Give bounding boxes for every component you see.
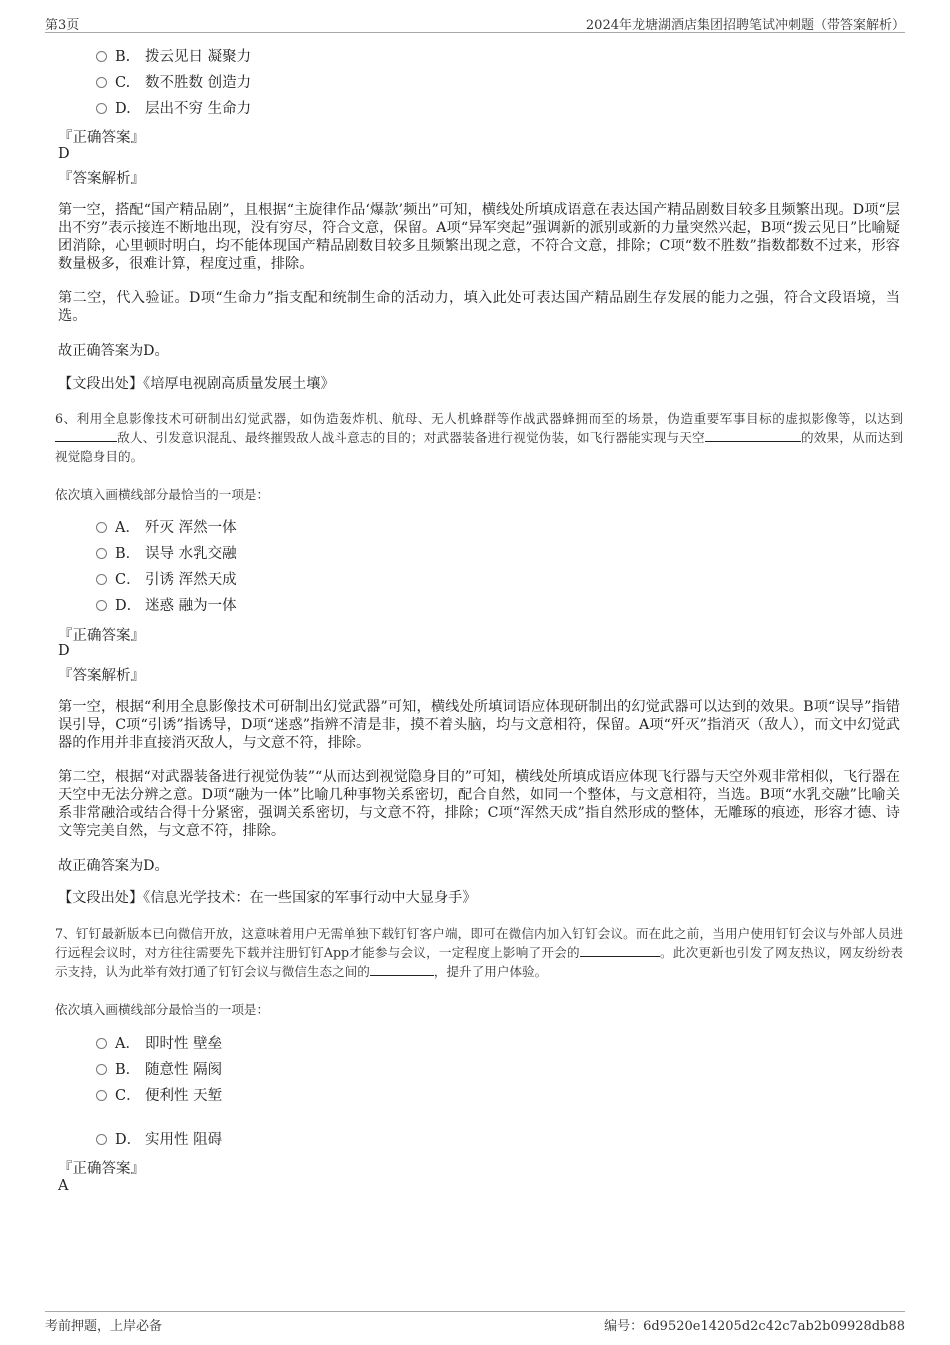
option-text: 迷惑 融为一体 — [145, 598, 237, 614]
option-text: 引诱 浑然天成 — [145, 572, 237, 588]
q6-prompt: 依次填入画横线部分最恰当的一项是： — [55, 487, 270, 502]
q5-conclusion: 故正确答案为D。 — [58, 343, 169, 359]
option-text: 歼灭 浑然一体 — [145, 520, 237, 536]
q5-analysis-paragraph-1: 第一空，搭配“国产精品剧”，且根据“主旋律作品‘爆款’频出”可知，横线处所填成语意在表达国产精品剧数目较多且频繁出现。D项“层出不穷”表示接连不断地出现，没有穷尽，符合文意，保留。A项“异军突起”强调新的派别或新的力量突然兴起，B项“拨云见日”比喻疑团消除，心里顿时明白，均不能体现国产精品剧数目较多且频繁出现之意，不符合文意，排除；C项“数不胜数”指数都数不过来，形容数量极多，很难计算，程度过重，排除。 — [58, 202, 900, 272]
blank-2[interactable] — [370, 963, 434, 976]
q5-option-b[interactable]: B. 拨云见日 凝聚力 — [96, 47, 251, 67]
q5-answer-label: 『正确答案』 — [58, 130, 145, 146]
q5-option-d[interactable]: D. 层出不穷 生命力 — [96, 99, 251, 119]
page-header — [45, 12, 905, 33]
radio-icon[interactable] — [96, 1064, 107, 1075]
q6-option-b[interactable]: B． 误导 水乳交融 — [96, 544, 237, 564]
q6-option-c[interactable]: C． 引诱 浑然天成 — [96, 570, 237, 590]
radio-icon[interactable] — [96, 1090, 107, 1101]
q6-analysis-paragraph-1: 第一空，根据“利用全息影像技术可研制出幻觉武器”可知，横线处所填词语应体现研制出的幻觉武器可以达到的效果。B项“误导”指错误引导，C项“引诱”指诱导，D项“迷惑”指辨不清是非，摸不着头脑，均与文意相符，保留。A项“歼灭”指消灭（敌人），而文中幻觉武器的作用并非直接消灭敌人，与文意不符，排除。 — [58, 699, 900, 751]
radio-icon[interactable] — [96, 1038, 107, 1049]
q5-option-c[interactable]: C. 数不胜数 创造力 — [96, 73, 251, 93]
option-text: 拨云见日 凝聚力 — [145, 49, 252, 65]
footer-slogan: 考前押题，上岸必备 — [45, 1319, 163, 1334]
radio-icon[interactable] — [96, 77, 107, 88]
q6-stem: 6、利用全息影像技术可研制出幻觉武器，如伪造轰炸机、航母、无人机蜂群等作战武器蜂拥而至的场景，伪造重要军事目标的虚拟影像等，以达到敌人、引发意识混乱、最终摧毁敌人战斗意志的目的；对武器装备进行视觉伪装，如飞行器能实现与天空 的效果，从而达到视觉隐身目的。 — [55, 411, 904, 464]
q5-answer: D — [58, 146, 70, 162]
q6-answer-label: 『正确答案』 — [58, 628, 145, 644]
q7-answer: A — [58, 1178, 69, 1194]
q5-analysis-label: 『答案解析』 — [58, 171, 145, 187]
q6-source: 【文段出处】《信息光学技术：在一些国家的军事行动中大显身手》 — [58, 890, 477, 906]
q7-stem: 7、钉钉最新版本已向微信开放，这意味着用户无需单独下载钉钉客户端，即可在微信内加入钉钉会议。而在此之前，当用户使用钉钉会议与外部人员进行远程会议时，对方往往需要先下载并注册钉钉App才能参与会议，一定程度上影响了开会的 。此次更新也引发了网友热议，网友纷纷表示支持，认为此举有效打通了钉钉会议与微信生态之间的 ，提升了用户体验。 — [55, 926, 904, 979]
option-text: 随意性 隔阂 — [145, 1062, 223, 1078]
radio-icon[interactable] — [96, 600, 107, 611]
option-text: 实用性 阻碍 — [145, 1132, 223, 1148]
radio-icon[interactable] — [96, 51, 107, 62]
q7-option-a[interactable]: A． 即时性 壁垒 — [96, 1034, 222, 1054]
q6-answer: D — [58, 643, 70, 659]
blank-2[interactable] — [705, 429, 801, 442]
q6-option-a[interactable]: A． 歼灭 浑然一体 — [96, 518, 237, 538]
radio-icon[interactable] — [96, 522, 107, 533]
q5-analysis-paragraph-2: 第二空，代入验证。D项“生命力”指支配和统制生命的活动力，填入此处可表达国产精品剧生存发展的能力之强，符合文段语境，当选。 — [58, 290, 900, 324]
blank-1[interactable] — [580, 944, 660, 957]
q5-source: 【文段出处】《培厚电视剧高质量发展土壤》 — [58, 376, 335, 392]
option-text: 数不胜数 创造力 — [145, 75, 252, 91]
q7-option-d[interactable]: D． 实用性 阻碍 — [96, 1130, 222, 1150]
radio-icon[interactable] — [96, 574, 107, 585]
q6-conclusion: 故正确答案为D。 — [58, 858, 169, 874]
document-code: 编号：6d9520e14205d2c42c7ab2b09928db88 — [604, 1319, 905, 1334]
q6-option-d[interactable]: D． 迷惑 融为一体 — [96, 596, 237, 616]
radio-icon[interactable] — [96, 1134, 107, 1145]
q7-option-c[interactable]: C． 便利性 天堑 — [96, 1086, 222, 1106]
q6-analysis-label: 『答案解析』 — [58, 668, 145, 684]
radio-icon[interactable] — [96, 548, 107, 559]
option-text: 层出不穷 生命力 — [145, 101, 252, 117]
option-text: 便利性 天堑 — [145, 1088, 223, 1104]
q7-option-b[interactable]: B． 随意性 隔阂 — [96, 1060, 222, 1080]
radio-icon[interactable] — [96, 103, 107, 114]
page-footer — [45, 1311, 905, 1334]
blank-1[interactable] — [55, 429, 117, 442]
q6-analysis-paragraph-2: 第二空，根据“对武器装备进行视觉伪装”“从而达到视觉隐身目的”可知，横线处所填成语应体现飞行器与天空外观非常相似，飞行器在天空中无法分辨之意。D项“融为一体”比喻几种事物关系密切，配合自然，如同一个整体，与文意相符，当选。B项“水乳交融”比喻关系非常融洽或结合得十分紧密，强调关系密切，与文意不符，排除；C项“浑然天成”指自然形成的整体，无雕琢的痕迹，形容才德、诗文等完美自然，与文意不符，排除。 — [58, 769, 900, 839]
document-title: 2024年龙塘湖酒店集团招聘笔试冲刺题（带答案解析） — [585, 18, 905, 33]
q7-prompt: 依次填入画横线部分最恰当的一项是： — [55, 1002, 270, 1017]
option-text: 误导 水乳交融 — [145, 546, 237, 562]
page-number: 第3页 — [45, 18, 80, 33]
option-text: 即时性 壁垒 — [145, 1036, 223, 1052]
q7-answer-label: 『正确答案』 — [58, 1161, 145, 1177]
